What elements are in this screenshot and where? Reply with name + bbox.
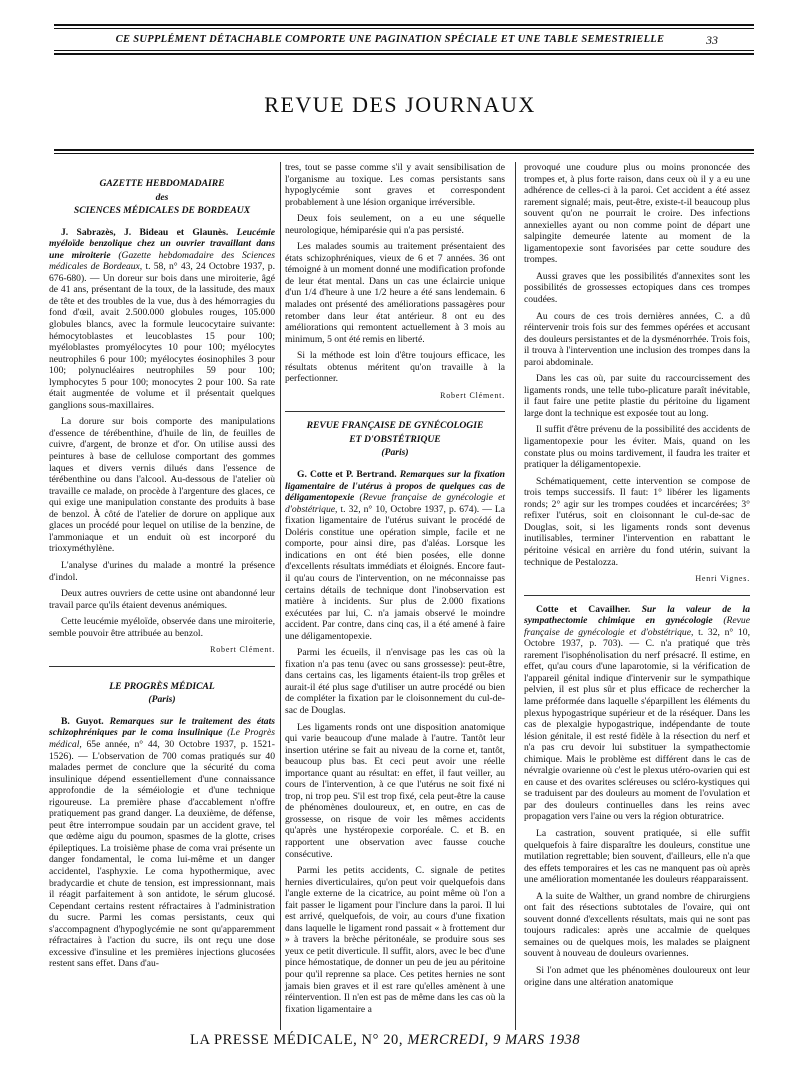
article-coma-insulinique (49, 716, 275, 970)
page-number: 33 (706, 33, 718, 47)
article-authors: Cotte et Cavailher. (536, 603, 631, 615)
article-paragraph: La dorure sur bois comporte des manipulations d'essence de térébenthine, d'huile de lin, de feuilles de cuivre, d'argent, de bronze et d'or. On utilise aussi des peintures à base de cellulose comportant des gommes laques et divers vernis dilués dans l'essence de térébenthine ou dans l'alcool. Au-dessous de l'atelier où travaille ce malade, on procède à l'argenture des glaces, ce qui exige une manipulation constante des produits à base de benzol. À côté de l'atelier de dorure on applique aux glaces un procédé pour lequel on utilise de la benzine, de l'ammoniaque et un enduit où est incorporé du trioxyméthylène. (49, 416, 275, 555)
article-paragraph: A la suite de Walther, un grand nombre de chirurgiens ont fait des résections subtotales de l'ovaire, qui ont souvent donné d'excellents résultats, mais qui ne sont pas toujours radicales: après une accalmie de quelques semaines ou de quelques mois, les malades se plaignent souvent à nouveau de douleurs ovariennes. (524, 890, 750, 960)
header-bottom-rule-upper (54, 50, 754, 51)
article-source: (Gazette hebdomadaire des Sciences médicales de Bordeaux, (49, 249, 276, 273)
article-authors: J. Sabrazès, J. Bideau et Glaunès. (61, 226, 229, 238)
article-paragraph: Cette leucémie myéloïde, observée dans une miroiterie, semble pouvoir être attribuée au benzol. (49, 616, 275, 639)
page-title: REVUE DES JOURNAUX (264, 92, 536, 117)
article-paragraph: Les malades soumis au traitement présentaient des états schizophréniques, vieux de 6 et 7 années. 36 ont témoigné à un moment donné une modification profonde de leur état mental. Dans un cas une éclaircie unique d'un 1/4 d'heure à une 1/2 heure a été sans lendemain. 6 malades ont présenté des améliorations passagères pour retomber dans leur état antérieur. 8 ont eu des améliorations qui remontent actuellement à 3 mois au minimum, 5 ont été remis en liberté. (285, 241, 505, 345)
article-leucemie-lead (49, 227, 275, 412)
article-paragraph: Dans les cas où, par suite du raccourcissement des ligaments ronds, une telle tubo-plicature paraît inévitable, il faut faire une petite plastie du péritoine du ligament large dont la technique est exposée tout au long. (524, 373, 750, 419)
article-paragraph: Schématiquement, cette intervention se compose de trois temps successifs. Il faut: 1° libérer les ligaments ronds; 2° agir sur les trompes coudées et incarcérées; 3° refixer l'utérus, soit en cloisonnant le cul-de-sac de Douglas, soit, si les ligaments ronds sont devenus inutilisables, terminer l'intervention en rabattant le péritoine vésical en arrière du fond utérin, suivant la technique de Pestalozza. (524, 475, 750, 568)
top-rule-upper (54, 24, 754, 26)
article-separator (49, 666, 275, 667)
article-paragraph: Deux autres ouvriers de cette usine ont abandonné leur travail parce qu'ils étaient devenus anémiques. (49, 588, 275, 611)
section-heading-revue-gyneco-2: ET D'OBSTÉTRIQUE (349, 433, 441, 445)
article-source: (Le Progrès médical, (49, 727, 275, 750)
article-paragraph: Parmi les petits accidents, C. signale de petites hernies diverticulaires, qu'on peut voir quelquefois dans l'angle externe de la cicatrice, au point même où l'on a fait passer le ligament pour l'inclure dans la paroi. Il lui est arrivé, quelquefois, de voir, au cours d'une fixation dans laquelle le ligament rond passait « à frottement dur » à travers la brèche péritonéale, se produire sous ses yeux ce petit diverticule. Il suffit, alors, avec le bec d'une pince hémostatique, de donner un peu de jeu au péritoine pour qu'il reprenne sa place. Ces petites hernies ne sont jamais bien graves et il est rare qu'elles amènent à une réintervention. Il n'en est pas de même dans les cas où la fixation ligamentaire a (285, 865, 505, 1015)
column-1 (49, 178, 275, 975)
article-fixation-lead (285, 469, 505, 642)
column-2 (285, 162, 505, 1020)
article-sympathectomie-lead (524, 604, 750, 823)
article-paragraph: Aussi graves que les possibilités d'annexites sont les possibilités de grossesses ectopiques dans ces trompes coudées. (524, 270, 750, 306)
article-coma-lead (49, 716, 275, 970)
section-heading-gazette: GAZETTE HEBDOMADAIRE (99, 178, 225, 189)
column-divider-right (515, 162, 516, 1030)
article-separator (285, 411, 505, 412)
title-rule-lower (54, 153, 754, 154)
article-text: t. 32, n° 10, Octobre 1937, p. 674). — La fixation ligamentaire de l'utérus suivant le procédé de Doléris constitue une opération simple, facile et ne comporte, pour ainsi dire, pas d'aléas. Lorsque les indications en ont été bien posées, elle donne d'excellents résultats immédiats et éloignés. Encore faut-il qu'au cours de l'intervention, on ne méconnaisse pas certains détails de technique dont l'inobservation est matière à incidents. Sur plus de 2.000 fixations exécutées par lui, C. n'a jamais observé le moindre accident. Par contre, dans cinq cas, il a été amené à faire une déligamentopexie. (285, 503, 505, 642)
title-rule-upper (54, 149, 754, 151)
article-signature: Henri Vignes. (695, 574, 750, 584)
article-text: t. 58, n° 43, 24 Octobre 1937, p. 676-680). — Un doreur sur bois dans une miroiterie, âgé de 41 ans, présentant de la toux, de la lassitude, des maux de tête et des troubles de la vue, dus à des hémorragies du fond d'œil, avait 2.500.000 globules rouges, 105.000 globules blancs, avec la formule leucocytaire suivante: hémocytoblastes et leucoblastes 15 pour 100; myéloblastes promyélocytes 10 pour 100; myélocytes neutrophiles 6 pour 100; myélocytes éosinophiles 3 pour 100; polynucléaires neutrophiles 59 pour 100; lymphocytes 5 pour 100; monocytes 2 pour 100. Sa rate était augmentée de volume et il présentait quelques ganglions sous-maxillaires. (49, 261, 275, 411)
article-separator (524, 595, 750, 596)
column-3 (524, 162, 750, 993)
article-signature: Robert Clément. (210, 645, 275, 655)
article-paragraph: Deux fois seulement, on a eu une séquelle neurologique, hémiparésie qui n'a pas persisté. (285, 213, 505, 236)
article-authors: B. Guyot. (61, 715, 104, 727)
article-paragraph: Au cours de ces trois dernières années, C. a dû réintervenir trois fois sur des femmes opérées et accusant des douleurs persistantes et de la dysménorrhée. Trois fois, il trouva à l'intervention une inclusion des trompes dans la paroi abdominale. (524, 310, 750, 368)
article-paragraph: Si l'on admet que les phénomènes douloureux ont leur origine dans une altération anatomique (524, 965, 750, 988)
article-paragraph: La castration, souvent pratiquée, si elle suffit quelquefois à faire disparaître les douleurs, constitue une mutilation regrettable; bien souvent, d'ailleurs, elle n'a que des effets temporaires et les cas ne manquent pas où après une amélioration momentanée les douleurs réapparaissent. (524, 827, 750, 886)
section-heading-gazette-des: des (155, 191, 169, 203)
article-title: Remarques sur le traitement des états schizophréniques par le coma insulinique (49, 715, 275, 739)
article-text: t. 32, n° 10, Octobre 1937, p. 703). — C. n'a pratiqué que très rarement l'isophénolisation du nerf présacré. Il estime, en effet, qu'au cours d'une laparotomie, si la vérification de l'appareil génital indique d'intervenir sur le sympathique pelvien, il est plus sûr et plus efficace de rechercher la lame préformée dans laquelle s'éparpillent les éléments du plexus hypogastrique supérieur et de la réséquer. Dans les cas de plexalgie hypogastrique, indépendante de toute lésion génitale, il est resté fidèle à la résection du nerf et n'a pas cru devoir lui substituer la sympathectomie chimique. Mais le problème est différent dans le cas de névralgie ovarienne où c'est le plexus utéro-ovarien qui est en cause et des ovarites scléreuses ou scléro-kystiques qui se traduisent par des douleurs au moment de l'ovulation et par des douleurs continuelles dans les reins avec propagation vers l'aine ou vers la région obturatrice. (524, 626, 750, 823)
article-paragraph: L'analyse d'urines du malade a montré la présence d'indol. (49, 559, 275, 583)
footer-journal: LA PRESSE MÉDICALE, N° 20, (190, 1032, 404, 1048)
section-heading-gazette-sub: SCIENCES MÉDICALES DE BORDEAUX (73, 205, 251, 217)
article-paragraph: provoqué une coudure plus ou moins prononcée des trompes et, à plus forte raison, dans ceux où il y a eu une adhérence de celles-ci à la paroi. Cet accident a été assez rarement signalé; mais, peut-être, existe-t-il beaucoup plus souvent qu'on ne pourrait le croire. Des infections annexielles ayant ou non comme point de départ une salpingite demeurée latente au moment de la ligamentopexie sont favorisées par cette soudure des trompes. (524, 162, 750, 266)
article-authors: G. Cotte et P. Bertrand. (297, 469, 397, 481)
article-leucemie (49, 227, 275, 656)
footer-date: MERCREDI, 9 MARS 1938 (407, 1032, 581, 1048)
section-heading-progres-city: (Paris) (148, 694, 176, 706)
header-bottom-rule-lower (54, 53, 754, 55)
article-sympathectomie (524, 604, 750, 989)
page-footer (190, 1032, 710, 1049)
article-paragraph: Il suffit d'être prévenu de la possibilité des accidents de ligamentopexie pour les éviter. Mais, quand on les constate plus ou moins tardivement, il faudra les traiter et pratiquer la déligamentopexie. (524, 424, 750, 471)
section-heading-revue-gyneco-city: (Paris) (381, 447, 409, 459)
running-header: CE SUPPLÉMENT DÉTACHABLE COMPORTE UNE PAGINATION SPÉCIALE ET UNE TABLE SEMESTRIELLE (115, 34, 665, 45)
article-source: (Revue française de gynécologie et d'obstétrique, (285, 492, 505, 515)
article-source: (Revue française de gynécologie et d'obstétrique, (524, 615, 750, 638)
column-divider-left (280, 162, 281, 1030)
article-paragraph: Parmi les écueils, il n'envisage pas les cas où la fixation n'a pas tenu (avec ou sans grossesse): peut-être, dans certains cas, les ligaments étaient-ils trop grêles et aurait-il été plus sage d'utiliser un autre procédé ou bien de compléter la fixation par le cloisonnement du cul-de-sac de Douglas. (285, 647, 505, 716)
article-paragraph: tres, tout se passe comme s'il y avait sensibilisation de l'organisme au toxique. Les comas persistants sans hypoglycémie sont graves et correspondent probablement à une lésion organique irréversible. (285, 162, 505, 208)
article-title: Sur la valeur de la sympathectomie chimique en gynécologie (524, 603, 750, 627)
section-heading-revue-gyneco: REVUE FRANÇAISE DE GYNÉCOLOGIE (306, 420, 484, 432)
article-fixation-ligamentaire (285, 469, 505, 1015)
section-heading-progres: LE PROGRÈS MÉDICAL (109, 680, 215, 692)
article-title: Remarques sur la fixation ligamentaire de l'utérus à propos de quelques cas de déligamentopexie (285, 469, 505, 504)
article-text: 65e année, n° 44, 30 Octobre 1937, p. 1521-1526). — L'observation de 700 comas pratiqués sur 40 malades permet de conclure que la sécurité du coma insulinique dépend essentiellement d'une connaissance approfondie de la séméiologie et d'une technique rigoureuse. La première phase d'accablement n'offre pratiquement pas grand danger. La deuxième, de défense, peut être interrompue soudain par un accident grave, tel que œdème aigu du poumon, spasmes de la glotte, crises épileptiques. La troisième phase de coma vrai présente un danger fondamental, le coma lui-même et un danger accidentel, l'asphyxie. Le coma hypothermique, avec bradycardie et chute de tension, est impressionnant, mais il réagit parfaitement à son antidote, le sérum glucosé. Cependant certains restent réfractaires à l'administration du sucre. Parmi les comas persistants, ceux qui s'accompagnent d'hypoglycémie ne sont qu'apparemment réfractaires à l'action du sucre, ils ont reçu une dose excessive d'insuline et les premières injections glucosées restent sans effet. Dans d'au- (49, 738, 275, 970)
article-title: Leucémie myéloïde benzolique chez un ouvrier travaillant dans une miroiterie (49, 226, 275, 261)
article-paragraph: Si la méthode est loin d'être toujours efficace, les résultats obtenus méritent qu'on travaille à la perfectionner. (285, 350, 505, 385)
article-signature: Robert Clément. (440, 390, 505, 400)
article-paragraph: Les ligaments ronds ont une disposition anatomique qui varie beaucoup d'une malade à l'autre. Tantôt leur insertion utérine se fait au niveau de la corne et, tantôt, beaucoup plus bas. Et ceci peut avoir une réelle importance quant au résultat: en effet, il faut veiller, au cours de l'intervention, à ce que l'utérus ne soit fixé ni trop, ni trop peu. S'il est trop fixé, cela peut-être la cause de phénomènes douloureux, et, en outre, en cas de grossesse, on risque de voir les mêmes accidents qu'après une hystéropexie corporéale. C. et B. en rapportent une observation avec fausse couche consécutive. (285, 721, 505, 860)
top-rule-lower (54, 28, 754, 29)
